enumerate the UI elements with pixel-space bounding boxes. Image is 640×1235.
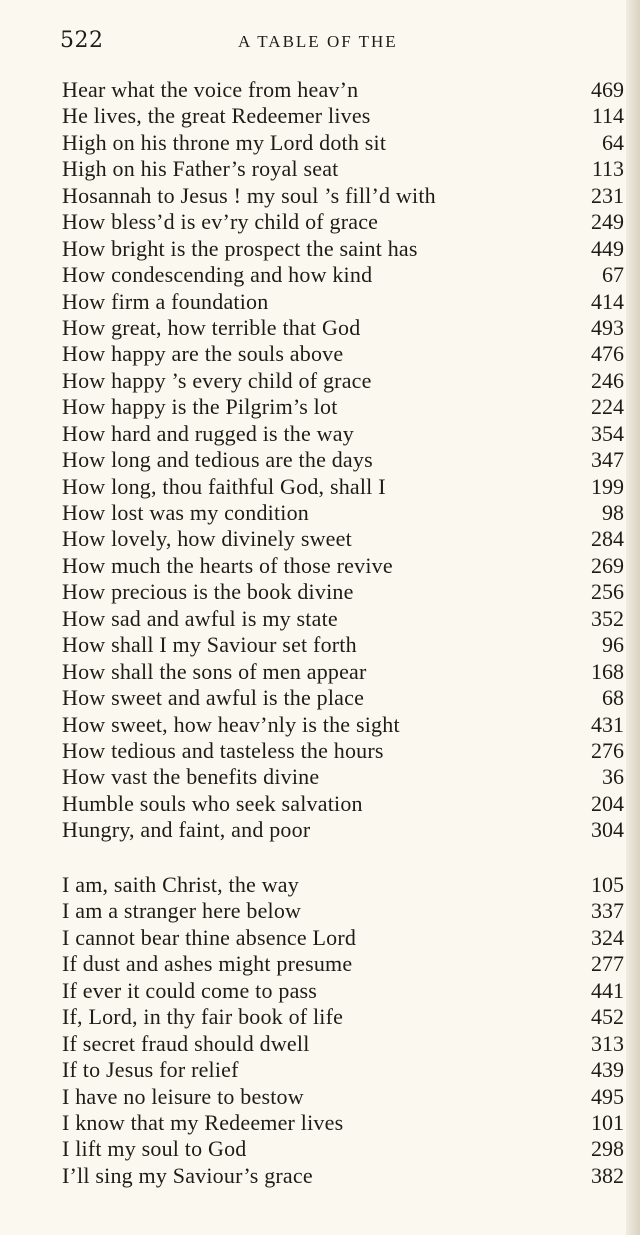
hymn-number: 256 — [591, 579, 624, 605]
hymn-number: 284 — [591, 526, 624, 552]
index-entry — [62, 130, 624, 156]
running-head: A TABLE OF THE — [238, 32, 398, 51]
index-group-h — [62, 77, 624, 844]
hymn-number: 204 — [591, 790, 624, 816]
hymn-number: 68 — [602, 685, 624, 711]
index-entry — [62, 341, 624, 367]
hymn-first-line: How great, how terrible that God — [62, 314, 361, 340]
hymn-number: 168 — [591, 658, 624, 684]
hymn-first-line: If, Lord, in thy fair book of life — [62, 1004, 344, 1030]
index-entry — [62, 1163, 624, 1189]
hymn-first-line: How bright is the prospect the saint has — [62, 235, 418, 261]
index-entry — [62, 1004, 624, 1030]
hymn-first-line: If to Jesus for relief — [62, 1057, 239, 1083]
hymn-number: 493 — [591, 314, 624, 340]
hymn-first-line: He lives, the great Redeemer lives — [62, 103, 371, 129]
index-entry — [62, 1031, 624, 1057]
hymn-first-line: I am, saith Christ, the way — [62, 872, 299, 897]
index-entry — [62, 526, 624, 552]
hymn-first-line: I am a stranger here below — [62, 898, 302, 924]
hymn-first-line: I lift my soul to God — [62, 1136, 247, 1162]
hymn-first-line: How long and tedious are the days — [62, 447, 373, 473]
index-entry — [62, 262, 624, 288]
hymn-number: 96 — [602, 632, 624, 658]
hymn-number: 352 — [591, 605, 624, 631]
hymn-number: 324 — [591, 924, 624, 950]
hymn-first-line: How long, thou faithful God, shall I — [62, 473, 386, 499]
hymn-first-line: How much the hearts of those revive — [62, 552, 393, 578]
page-header — [60, 28, 625, 62]
hymn-first-line: I know that my Redeemer lives — [62, 1109, 344, 1135]
page-edge — [626, 0, 640, 1235]
index-entry — [62, 315, 624, 341]
hymn-number: 246 — [591, 367, 624, 393]
hymn-first-line: How shall I my Saviour set forth — [62, 632, 357, 658]
hymn-number: 414 — [591, 288, 624, 314]
index-entry — [62, 898, 624, 924]
hymn-number: 36 — [602, 764, 624, 790]
index-entry — [62, 764, 624, 790]
hymn-number: 304 — [591, 817, 624, 843]
index-entry — [62, 632, 624, 658]
hymn-number: 276 — [591, 737, 624, 763]
index-entry — [62, 1110, 624, 1136]
hymn-number: 347 — [591, 447, 624, 473]
hymn-number: 114 — [591, 103, 624, 129]
hymn-number: 224 — [591, 394, 624, 420]
hymn-first-line: Hungry, and faint, and poor — [62, 817, 311, 843]
index-entry — [62, 738, 624, 764]
hymn-first-line: How happy ’s every child of grace — [62, 367, 372, 393]
hymn-number: 231 — [591, 182, 624, 208]
index-entry — [62, 77, 624, 103]
hymn-number: 439 — [591, 1057, 624, 1083]
index-entry — [62, 421, 624, 447]
index-entry — [62, 712, 624, 738]
hymn-number: 101 — [591, 1109, 624, 1135]
hymn-first-line: How hard and rugged is the way — [62, 420, 354, 446]
hymn-number: 469 — [591, 77, 624, 102]
hymn-number: 449 — [591, 235, 624, 261]
index-entry — [62, 978, 624, 1004]
hymn-first-line: How bless’d is ev’ry child of grace — [62, 209, 379, 235]
index-entry — [62, 553, 624, 579]
hymn-first-line: If dust and ashes might presume — [62, 951, 353, 977]
index-entry — [62, 817, 624, 843]
hymn-first-line: How vast the benefits divine — [62, 764, 320, 790]
index-entry — [62, 1136, 624, 1162]
hymn-first-line: How lost was my condition — [62, 500, 309, 525]
index-entry — [62, 500, 624, 526]
hymn-first-line: Hear what the voice from heav’n — [62, 77, 359, 102]
hymn-first-line: How firm a foundation — [62, 288, 269, 314]
index-entry — [62, 368, 624, 394]
hymn-number: 476 — [591, 341, 624, 367]
index-entry — [62, 606, 624, 632]
hymn-number: 337 — [591, 898, 624, 924]
hymn-number: 495 — [591, 1083, 624, 1109]
hymn-first-line: How shall the sons of men appear — [62, 658, 367, 684]
hymn-number: 67 — [602, 262, 624, 288]
hymn-first-line: How tedious and tasteless the hours — [62, 737, 384, 763]
index-entry — [62, 474, 624, 500]
hymn-number: 298 — [591, 1136, 624, 1162]
hymn-number: 382 — [591, 1162, 624, 1188]
hymn-number: 98 — [602, 500, 624, 525]
page-number: 522 — [60, 28, 104, 53]
hymn-first-line: How happy are the souls above — [62, 341, 344, 367]
hymn-number: 113 — [591, 156, 624, 182]
hymn-number: 105 — [591, 872, 624, 897]
index-entry — [62, 209, 624, 235]
hymn-first-line: High on his throne my Lord doth sit — [62, 129, 387, 155]
hymn-first-line: How sweet, how heav’nly is the sight — [62, 711, 400, 737]
hymn-first-line: Hosannah to Jesus ! my soul ’s fill’d with — [62, 182, 436, 208]
hymn-first-line: How condescending and how kind — [62, 262, 373, 288]
hymn-number: 249 — [591, 209, 624, 235]
index-entry — [62, 1057, 624, 1083]
hymn-number: 441 — [591, 977, 624, 1003]
hymn-number: 269 — [591, 552, 624, 578]
hymn-first-line: Humble souls who seek salvation — [62, 790, 363, 816]
index-entry — [62, 183, 624, 209]
index-entry — [62, 925, 624, 951]
index-entry — [62, 579, 624, 605]
index-entry — [62, 791, 624, 817]
hymn-first-line: How sweet and awful is the place — [62, 685, 365, 711]
hymn-number: 431 — [591, 711, 624, 737]
hymn-first-line: High on his Father’s royal seat — [62, 156, 339, 182]
hymn-first-line: I have no leisure to bestow — [62, 1083, 304, 1109]
index-entry — [62, 289, 624, 315]
hymn-number: 354 — [591, 420, 624, 446]
hymn-number: 199 — [591, 473, 624, 499]
index-entry — [62, 447, 624, 473]
hymn-first-line: I’ll sing my Saviour’s grace — [62, 1162, 313, 1188]
index-entry — [62, 103, 624, 129]
hymn-first-line: I cannot bear thine absence Lord — [62, 924, 357, 950]
index-entry — [62, 156, 624, 182]
index-group-i — [62, 872, 624, 1189]
index-entry — [62, 951, 624, 977]
index-entry — [62, 872, 624, 898]
index-entry — [62, 659, 624, 685]
hymn-first-line: How precious is the book divine — [62, 579, 354, 605]
index-entry — [62, 236, 624, 262]
hymn-first-line: How lovely, how divinely sweet — [62, 526, 352, 552]
hymn-first-line: If secret fraud should dwell — [62, 1030, 310, 1056]
hymn-number: 452 — [591, 1004, 624, 1030]
hymn-first-line: If ever it could come to pass — [62, 977, 318, 1003]
index-entry — [62, 685, 624, 711]
hymn-number: 313 — [591, 1030, 624, 1056]
hymn-number: 64 — [602, 129, 624, 155]
hymn-first-line: How sad and awful is my state — [62, 605, 338, 631]
index-entry — [62, 1084, 624, 1110]
index-entry — [62, 394, 624, 420]
hymn-number: 277 — [591, 951, 624, 977]
hymn-first-line: How happy is the Pilgrim’s lot — [62, 394, 338, 420]
